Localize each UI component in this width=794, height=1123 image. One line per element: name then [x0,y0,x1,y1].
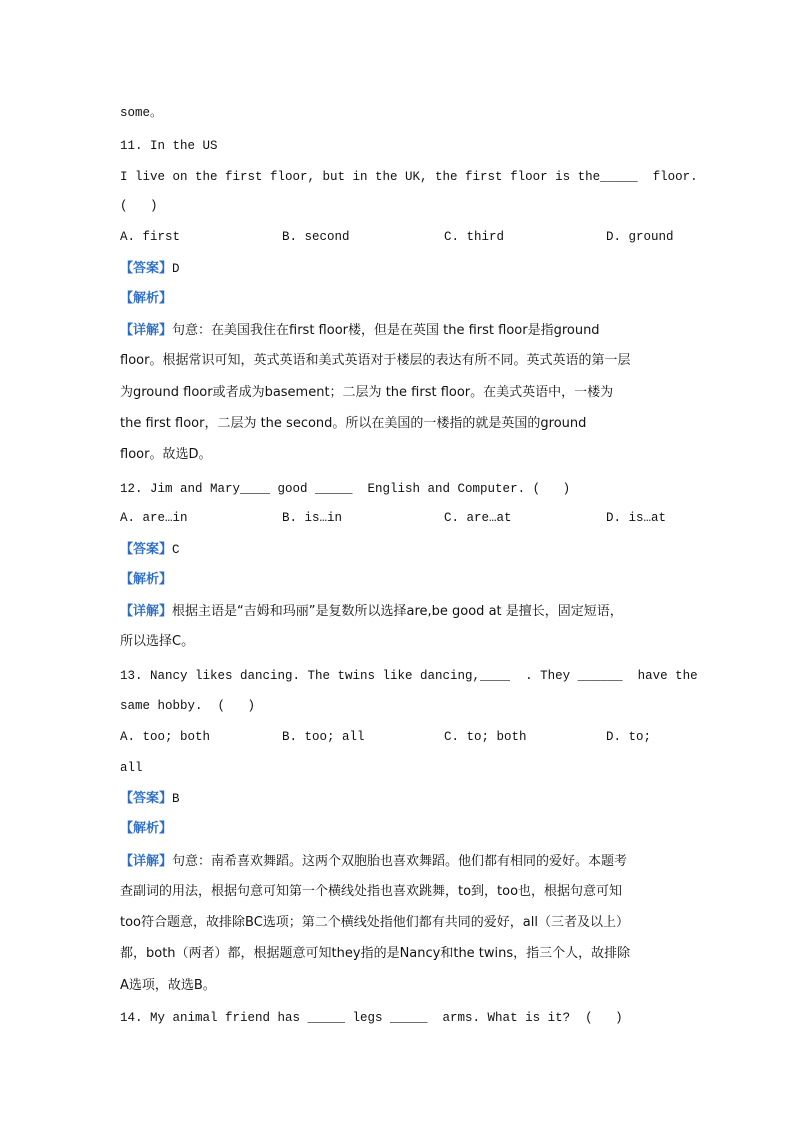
detail-text: 句意：南希喜欢舞蹈。这两个双胞胎也喜欢舞蹈。他们都有相同的爱好。本题考 [172,854,628,869]
option-b: B. is…in [282,511,343,525]
answer-line [120,789,180,808]
question-11-paren: ( ) [120,199,158,213]
answer-value: D [172,262,180,276]
detail-text: too符合题意，故排除BC选项；第二个横线处指他们都有共同的爱好，all（三者及以上） [120,915,629,930]
question-13-stem: 13. Nancy likes dancing. The twins like dancing,____ . They ______ have the [120,669,698,683]
answer-value: B [172,792,180,806]
detail-line [120,321,600,340]
question-14-stem: 14. My animal friend has _____ legs _____ arms. What is it? ( ) [120,1011,623,1025]
option-c: C. third [444,230,505,244]
detail-text: floor。故选D。 [120,447,212,462]
detail-text: 所以选择C。 [120,634,195,649]
detail-text: the first floor，二层为 the second。所以在美国的一楼指的就是英国的ground [120,416,587,431]
answer-tag: 【答案】 [120,261,173,276]
text-line: some。 [120,106,163,120]
analysis-tag: 【解析】 [120,821,173,836]
detail-line [120,602,623,621]
option-a: A. first [120,230,181,244]
option-a: A. are…in [120,511,188,525]
detail-tag: 【详解】 [120,604,173,619]
option-c: C. to; both [444,730,527,744]
answer-tag: 【答案】 [120,542,173,557]
detail-text: 根据主语是“吉姆和玛丽”是复数所以选择are,be good at 是擅长，固定短语， [172,604,623,619]
option-c: C. are…at [444,511,512,525]
detail-tag: 【详解】 [120,323,173,338]
option-d-continued: all [120,761,143,775]
question-11-title: 11. In the US [120,139,218,153]
option-b: B. second [282,230,350,244]
answer-tag: 【答案】 [120,791,173,806]
answer-line [120,259,180,278]
option-d: D. ground [606,230,674,244]
detail-line [120,852,627,871]
answer-line [120,540,180,559]
detail-text: 查副词的用法，根据句意可知第一个横线处指也喜欢跳舞，to到，too也，根据句意可知 [120,884,623,899]
question-13-stem: same hobby. ( ) [120,699,256,713]
analysis-tag: 【解析】 [120,291,173,306]
detail-text: 都，both（两者）都，根据题意可知they指的是Nancy和the twins，指三个人，故排除 [120,946,631,961]
analysis-tag: 【解析】 [120,572,173,587]
detail-tag: 【详解】 [120,854,173,869]
option-d: D. is…at [606,511,667,525]
question-12-stem: 12. Jim and Mary____ good _____ English and Computer. ( ) [120,482,571,496]
detail-text: A选项，故选B。 [120,978,216,993]
detail-text: floor。根据常识可知，英式英语和美式英语对于楼层的表达有所不同。英式英语的第一层 [120,353,631,368]
option-d: D. to; [606,730,652,744]
option-a: A. too; both [120,730,211,744]
question-11-stem: I live on the first floor, but in the UK, the first floor is the_____ floor. [120,170,698,184]
detail-text: 句意：在美国我住在first floor楼，但是在英国 the first floor是指ground [172,323,600,338]
option-b: B. too; all [282,730,365,744]
answer-value: C [172,543,180,557]
detail-text: 为ground floor或者成为basement；二层为 the first floor。在美式英语中，一楼为 [120,385,614,400]
